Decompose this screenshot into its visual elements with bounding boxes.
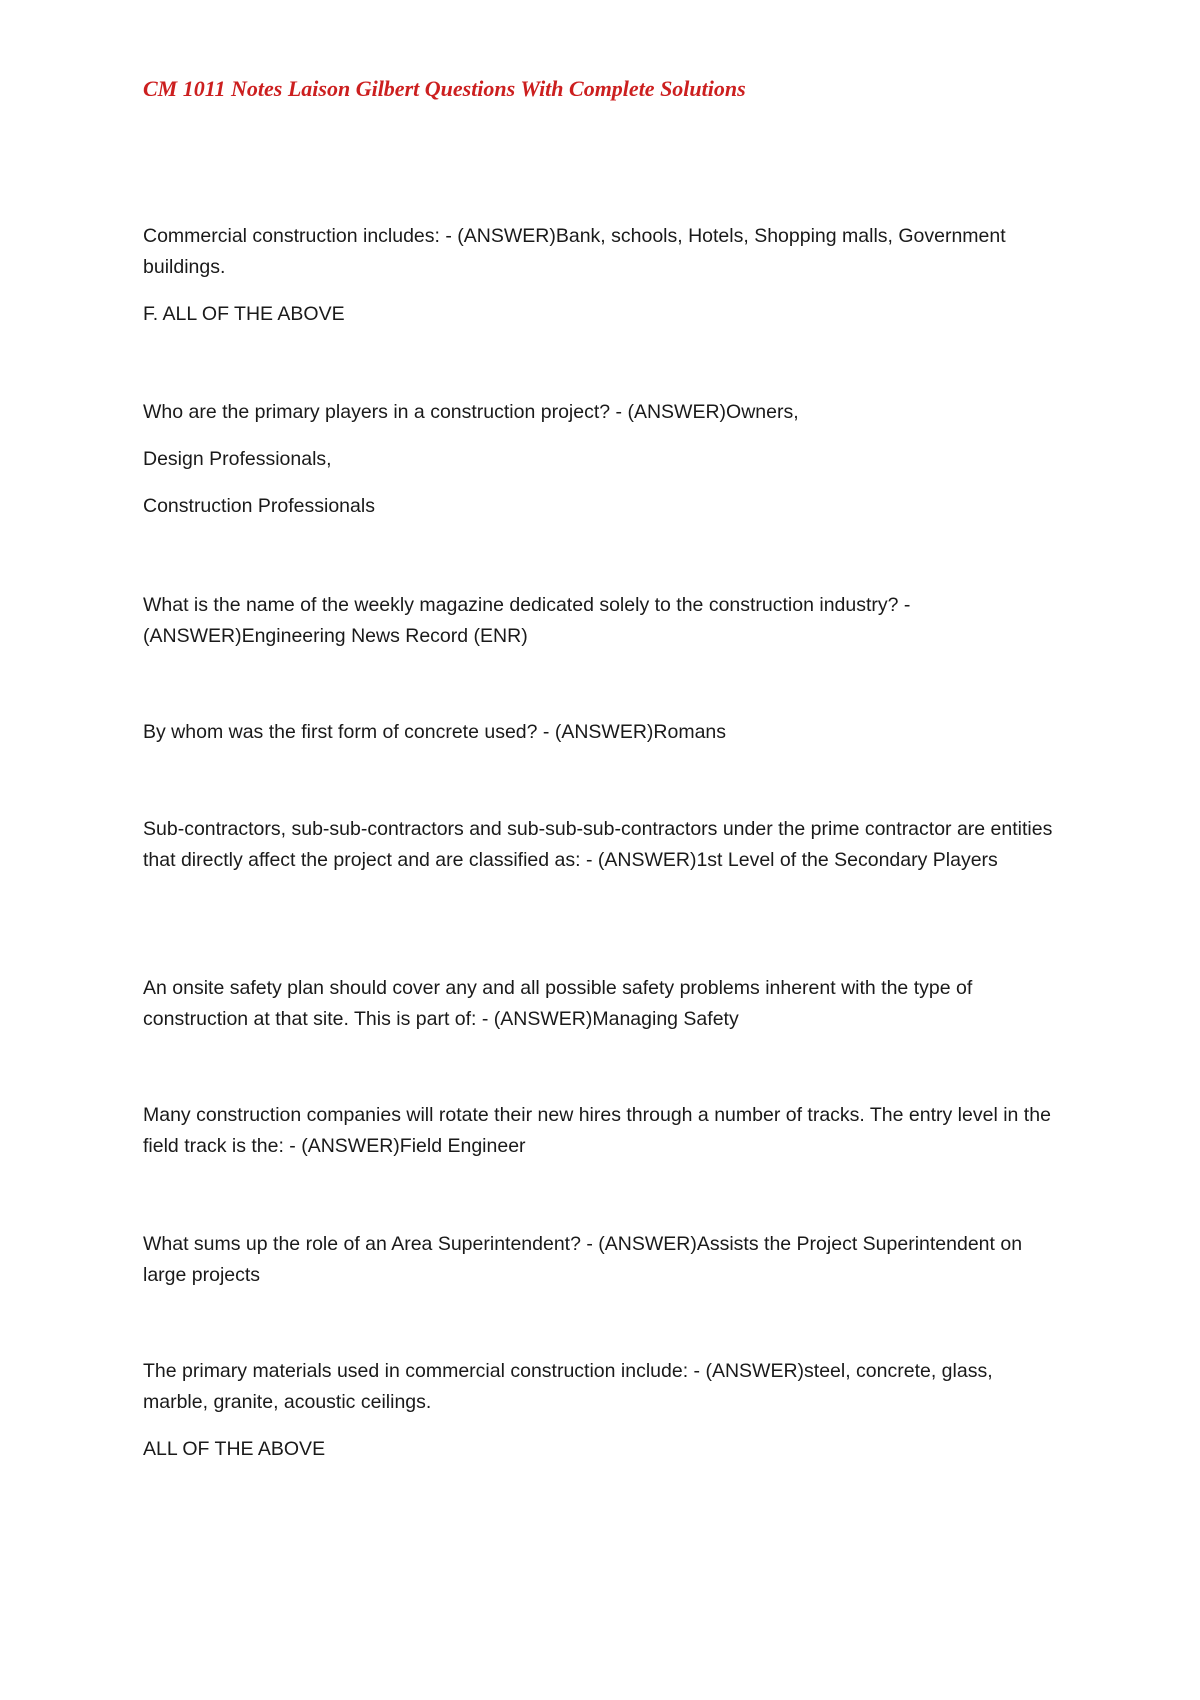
question-text: Many construction companies will rotate their new hires through a number of tracks. The entry level in the field track is the: - (ANSWER)Field Engineer	[143, 1104, 1051, 1157]
question-text: Commercial construction includes: - (ANSWER)Bank, schools, Hotels, Shopping malls, Government buildings.	[143, 225, 1006, 278]
answer-continuation: Construction Professionals	[143, 495, 375, 517]
answer-option: F. ALL OF THE ABOVE	[143, 303, 345, 325]
qa-entry-6	[143, 973, 1063, 1035]
question-text: The primary materials used in commercial construction include: - (ANSWER)steel, concrete, glass, marble, granite, acoustic ceilings.	[143, 1360, 993, 1413]
qa-entry-1	[143, 221, 1063, 330]
qa-entry-2	[143, 397, 1063, 522]
answer-option: ALL OF THE ABOVE	[143, 1438, 326, 1460]
qa-entry-9	[143, 1356, 1063, 1465]
question-text: What is the name of the weekly magazine dedicated solely to the construction industry? - (ANSWER)Engineering News Record (ENR)	[143, 594, 911, 647]
question-text: Sub-contractors, sub-sub-contractors and sub-sub-sub-contractors under the prime contractor are entities that directly affect the project and are classified as: - (ANSWER)1st Level of the Secondary Players	[143, 818, 1053, 871]
qa-entry-8	[143, 1229, 1063, 1291]
qa-entry-7	[143, 1100, 1063, 1162]
question-text: By whom was the first form of concrete used? - (ANSWER)Romans	[143, 721, 727, 743]
question-text: An onsite safety plan should cover any and all possible safety problems inherent with the type of construction at that site. This is part of: - (ANSWER)Managing Safety	[143, 977, 973, 1030]
answer-continuation: Design Professionals,	[143, 448, 332, 470]
qa-entry-5	[143, 814, 1063, 876]
document-title: CM 1011 Notes Laison Gilbert Questions With Complete Solutions	[143, 76, 746, 101]
question-text: Who are the primary players in a construction project? - (ANSWER)Owners,	[143, 401, 799, 423]
qa-entry-3	[143, 590, 1063, 652]
qa-entry-4	[143, 717, 1063, 748]
question-text: What sums up the role of an Area Superintendent? - (ANSWER)Assists the Project Superintendent on large projects	[143, 1233, 1023, 1286]
